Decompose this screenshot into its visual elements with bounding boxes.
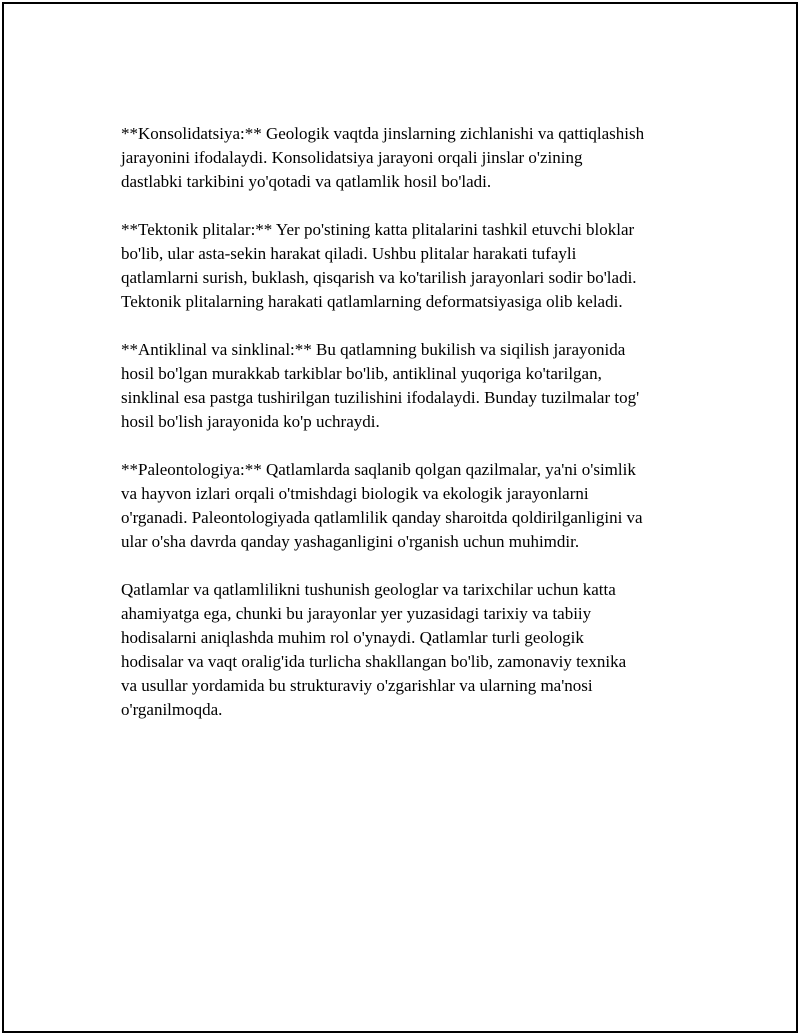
paragraph-tektonik-plitalar: **Tektonik plitalar:** Yer po'stining katta plitalarini tashkil etuvchi bloklar bo'lib, ular asta-sekin harakat qiladi. Ushbu plitalar harakati tufayli qatlamlarni surish, buklash, qisqarish va ko'tarilish jarayonlari sodir bo'ladi. Tektonik plitalarning harakati qatlamlarning deformatsiyasiga olib keladi. [121, 220, 637, 311]
paragraph-antiklinal-sinklinal: **Antiklinal va sinklinal:** Bu qatlamning bukilish va siqilish jarayonida hosil bo'lgan murakkab tarkiblar bo'lib, antiklinal yuqoriga ko'tarilgan, sinklinal esa pastga tushirilgan tuzilishini ifodalaydi. Bunday tuzilmalar tog' hosil bo'lish jarayonida ko'p uchraydi. [121, 340, 640, 431]
page-frame [2, 2, 798, 1033]
paragraph-konsolidatsiya: **Konsolidatsiya:** Geologik vaqtda jinslarning zichlanishi va qattiqlashish jarayonini ifodalaydi. Konsolidatsiya jarayoni orqali jinslar o'zining dastlabki tarkibini yo'qotadi va qatlamlik hosil bo'ladi. [121, 124, 645, 191]
paragraph-paleontologiya: **Paleontologiya:** Qatlamlarda saqlanib qolgan qazilmalar, ya'ni o'simlik va hayvon izlari orqali o'tmishdagi biologik va ekologik jarayonlarni o'rganadi. Paleontologiyada qatlamlilik qanday sharoitda qoldirilganligini va ular o'sha davrda qanday yashaganligini o'rganish uchun muhimdir. [121, 460, 643, 551]
paragraph-conclusion: Qatlamlar va qatlamlilikni tushunish geologlar va tarixchilar uchun katta ahamiyatga ega, chunki bu jarayonlar yer yuzasidagi tarixiy va tabiiy hodisalarni aniqlashda muhim rol o'ynaydi. Qatlamlar turli geologik hodisalar va vaqt oralig'ida turlicha shakllangan bo'lib, zamonaviy texnika va usullar yordamida bu strukturaviy o'zgarishlar va ularning ma'nosi o'rganilmoqda. [121, 580, 627, 719]
document-body [121, 122, 701, 746]
